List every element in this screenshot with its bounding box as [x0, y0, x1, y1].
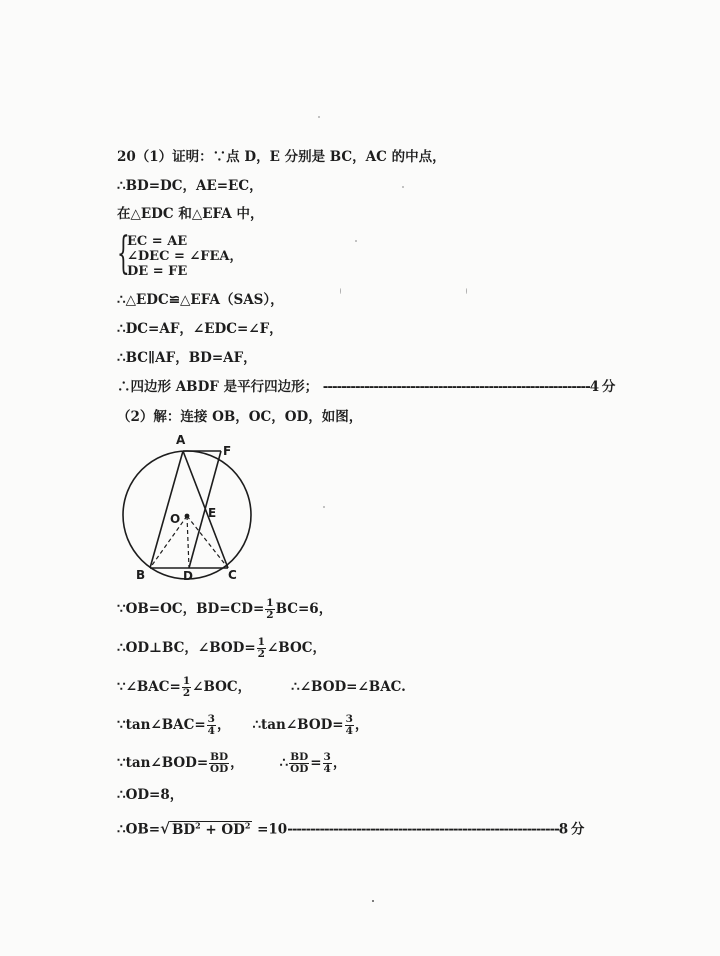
segment-OB: [150, 516, 187, 568]
part2-line-1: （2）解：连接 OB，OC，OD，如图，: [117, 409, 363, 425]
fraction: [207, 714, 216, 737]
label-D: D: [183, 569, 193, 583]
denominator: 4: [345, 725, 353, 737]
segment-OD: [187, 516, 189, 568]
numerator: 3: [345, 713, 353, 725]
part2-line-5: [117, 714, 368, 737]
text-segment: =10: [252, 821, 288, 838]
numerator: 3: [207, 713, 215, 725]
text-segment: BC=6，: [275, 601, 333, 617]
text-segment: ∵tan∠BAC=: [117, 717, 206, 733]
exponent: 2: [244, 820, 251, 830]
text-segment: ，: [354, 717, 369, 733]
text-segment: =: [310, 755, 322, 771]
text-segment: ，: [216, 717, 231, 733]
center-point: [185, 514, 190, 519]
fraction: [289, 752, 309, 775]
proof-line-7: [117, 378, 614, 396]
paper-speck: [323, 506, 325, 508]
denominator: 2: [182, 687, 191, 699]
fraction: [182, 676, 191, 699]
text-segment: ∠BOC，: [192, 679, 252, 695]
segment-AB: [150, 451, 183, 568]
geometry-figure: [110, 430, 280, 590]
numerator: BD: [290, 751, 309, 763]
equation-system: [117, 228, 243, 279]
text-segment: ∵∠BAC=: [117, 679, 181, 695]
system-line-1: EC = AE: [127, 234, 188, 249]
proof-line-3: 在△EDC 和△EFA 中，: [117, 206, 264, 222]
numerator: 1: [182, 675, 191, 687]
proof-conclusion: ∴四边形 ABDF 是平行四边形；: [117, 379, 319, 395]
label-E: E: [208, 506, 217, 520]
fraction: [323, 752, 332, 775]
label-F: F: [223, 444, 232, 458]
score-8: -----------------------------------------------------------8 分: [287, 821, 584, 838]
radicand-part: + OD: [200, 821, 245, 838]
radicand: [170, 821, 252, 838]
numerator: 1: [266, 597, 274, 609]
proof-line-5: ∴DC=AF，∠EDC=∠F，: [117, 321, 283, 337]
paper-speck: [466, 288, 467, 294]
fraction: [257, 637, 266, 660]
left-brace: {: [117, 228, 130, 279]
numerator: 1: [257, 636, 265, 648]
numerator: 3: [323, 751, 331, 763]
system-line-3: DE = FE: [127, 264, 188, 279]
denominator: OD: [290, 763, 309, 775]
text-segment: ∵OB=OC，BD=CD=: [117, 601, 265, 617]
exponent: 2: [195, 820, 201, 830]
text-segment: ，: [332, 755, 347, 771]
label-O: O: [170, 512, 181, 526]
part2-line-7: ∴OD=8，: [117, 787, 184, 803]
denominator: 4: [207, 725, 215, 737]
paper-speck: [372, 900, 374, 902]
proof-line-4: ∴△EDC≌△EFA（SAS），: [117, 292, 284, 308]
radicand-part: BD: [171, 821, 196, 838]
proof-line-1: 20（1）证明：∵点 D，E 分别是 BC，AC 的中点，: [117, 149, 446, 165]
part2-line-3: [117, 637, 326, 660]
text-segment: ∴OD⊥BC，∠BOD=: [117, 640, 256, 656]
score-4: ----------------------------------------------------------4 分: [322, 379, 615, 395]
label-B: B: [136, 568, 146, 582]
proof-line-6: ∴BC∥AF，BD=AF，: [117, 350, 257, 366]
paper-speck: [318, 116, 320, 118]
paper-speck: [340, 288, 341, 294]
text-segment: ∴: [279, 755, 289, 771]
part2-line-2: [117, 598, 332, 621]
text-segment: ∠BOC，: [266, 640, 326, 656]
label-A: A: [176, 433, 186, 447]
paper-speck: [355, 240, 357, 242]
text-segment: ∴OB=: [117, 821, 161, 838]
part2-line-6: [117, 752, 346, 775]
part2-line-4: [117, 676, 406, 699]
text-segment: ∴tan∠BOD=: [252, 717, 344, 733]
denominator: 4: [323, 763, 331, 775]
denominator: OD: [210, 763, 229, 775]
system-line-2: ∠DEC = ∠FEA，: [127, 249, 243, 264]
fraction: [265, 598, 274, 621]
fraction: [345, 714, 354, 737]
fraction: [209, 752, 229, 775]
denominator: 2: [257, 648, 265, 660]
text-segment: ∵tan∠BOD=: [117, 755, 209, 771]
denominator: 2: [266, 609, 274, 621]
text-segment: ∴∠BOD=∠BAC.: [291, 679, 406, 695]
proof-line-2: ∴BD=DC，AE=EC，: [117, 178, 263, 194]
sqrt-sign: √: [160, 819, 170, 838]
paper-speck: [402, 186, 404, 188]
part2-line-8: [117, 816, 583, 839]
text-segment: ，: [230, 755, 244, 771]
segment-OC: [187, 516, 228, 568]
label-C: C: [228, 568, 237, 582]
numerator: BD: [210, 751, 229, 763]
